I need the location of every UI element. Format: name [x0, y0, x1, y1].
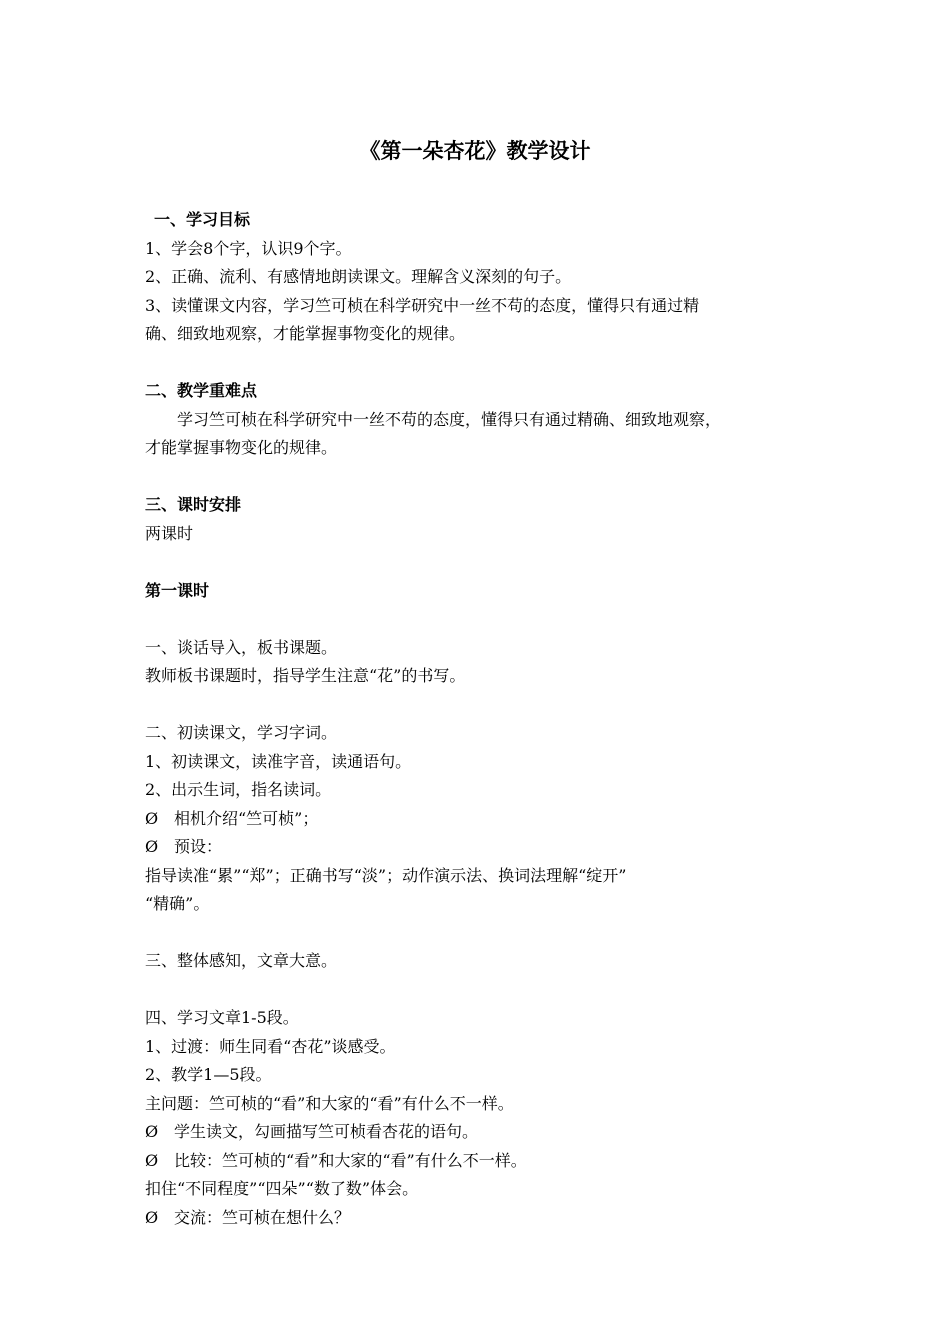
bullet-arrow-icon: Ø — [145, 837, 159, 856]
step-item: 2、教学1—5段。 — [145, 1065, 272, 1084]
objective-item: 2、正确、流利、有感情地朗读课文。理解含义深刻的句子。 — [145, 267, 572, 286]
note-text: 扣住“不同程度”“四朵”“数了数”体会。 — [145, 1179, 419, 1198]
section-heading-key-points: 二、教学重难点 — [145, 381, 258, 400]
step-detail: 教师板书课题时，指导学生注意“花”的书写。 — [145, 666, 466, 685]
spacer — [145, 976, 825, 1005]
lesson-heading: 第一课时 — [145, 580, 210, 600]
bullet-text: 学生读文，勾画描写竺可桢看杏花的语句。 — [174, 1122, 479, 1141]
document-body — [145, 206, 825, 1232]
step-item: 1、过渡：师生同看“杏花”谈感受。 — [145, 1036, 396, 1056]
step-item: 1、初读课文，读准字音，读通语句。 — [145, 751, 412, 771]
bullet-item — [145, 1204, 825, 1233]
step-item: 2、出示生词，指名读词。 — [145, 780, 332, 799]
document-title: 《第一朵杏花》教学设计 — [359, 139, 591, 163]
guide-text-continued: “精确”。 — [145, 894, 210, 913]
spacer — [145, 349, 825, 378]
bullet-text: 交流：竺可桢在想什么？ — [174, 1207, 351, 1227]
schedule-text: 两课时 — [145, 523, 194, 543]
key-points-text: 学习竺可桢在科学研究中一丝不苟的态度，懂得只有通过精确、细致地观察， — [177, 409, 722, 429]
bullet-arrow-icon: Ø — [145, 1207, 159, 1227]
bullet-arrow-icon: Ø — [145, 1150, 159, 1170]
bullet-item — [145, 1147, 825, 1176]
section-heading-objectives: 一、学习目标 — [154, 210, 251, 229]
step-heading: 一、谈话导入，板书课题。 — [145, 637, 338, 657]
spacer — [145, 919, 825, 948]
bullet-arrow-icon: Ø — [145, 808, 159, 828]
objective-item: 1、学会8个字，认识9个字。 — [145, 238, 352, 258]
spacer — [145, 691, 825, 720]
bullet-text: 预设： — [174, 837, 223, 856]
main-question: 主问题：竺可桢的“看”和大家的“看”有什么不一样。 — [145, 1093, 514, 1113]
objective-item: 3、读懂课文内容，学习竺可桢在科学研究中一丝不苟的态度，懂得只有通过精 — [145, 295, 700, 315]
bullet-item — [145, 805, 825, 834]
spacer — [145, 548, 825, 577]
key-points-text-continued: 才能掌握事物变化的规律。 — [145, 438, 338, 457]
step-heading: 三、整体感知，文章大意。 — [145, 951, 338, 970]
section-heading-schedule: 三、课时安排 — [145, 495, 242, 514]
bullet-item — [145, 833, 825, 862]
spacer — [145, 605, 825, 634]
guide-text: 指导读准“累”“郑”；正确书写“淡”；动作演示法、换词法理解“绽开” — [145, 865, 627, 885]
spacer — [145, 463, 825, 492]
step-heading: 四、学习文章1-5段。 — [145, 1008, 299, 1027]
bullet-text: 相机介绍“竺可桢”； — [174, 808, 319, 828]
step-heading: 二、初读课文，学习字词。 — [145, 723, 338, 742]
bullet-text: 比较：竺可桢的“看”和大家的“看”有什么不一样。 — [174, 1150, 527, 1170]
bullet-item — [145, 1118, 825, 1147]
bullet-arrow-icon: Ø — [145, 1122, 159, 1141]
objective-item-continued: 确、细致地观察，才能掌握事物变化的规律。 — [145, 324, 466, 343]
